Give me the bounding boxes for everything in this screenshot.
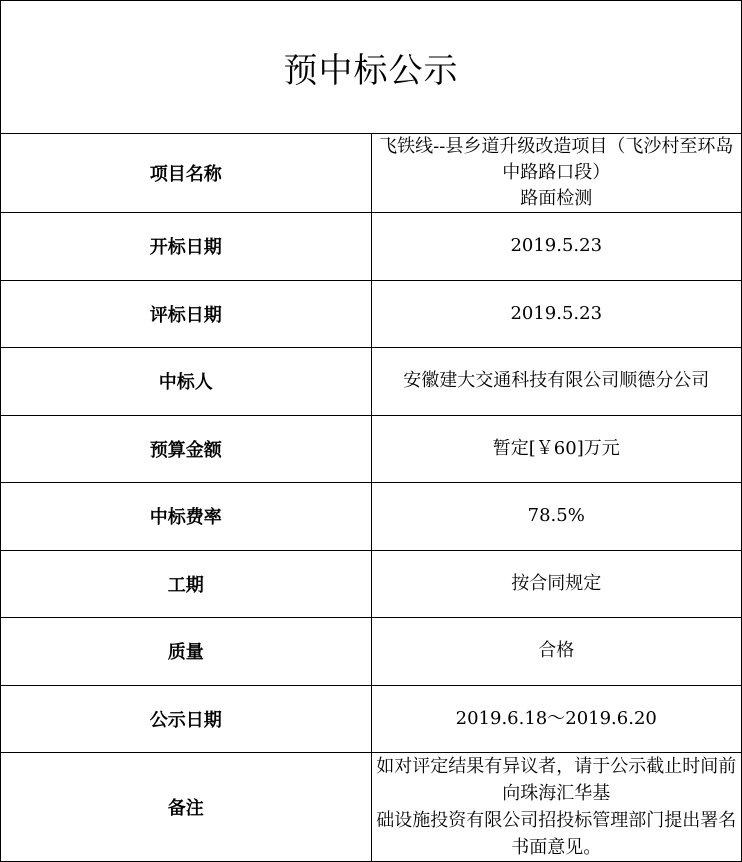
project-name-label: 项目名称 <box>1 134 372 213</box>
table-row-budget-amount <box>1 415 742 483</box>
title-row <box>1 1 742 134</box>
bid-open-date-label: 开标日期 <box>1 213 372 281</box>
table-row-winning-bidder <box>1 348 742 416</box>
winning-bidder-value: 安徽建大交通科技有限公司顺德分公司 <box>371 348 742 416</box>
remarks-label: 备注 <box>1 753 372 862</box>
publicity-date-label: 公示日期 <box>1 685 372 753</box>
project-name-line-2: 路面检测 <box>520 188 593 209</box>
table-row-publicity-date <box>1 685 742 753</box>
budget-amount-label: 预算金额 <box>1 415 372 483</box>
bid-open-date-value: 2019.5.23 <box>371 213 742 281</box>
bid-fee-rate-value: 78.5% <box>371 483 742 551</box>
quality-value: 合格 <box>371 618 742 686</box>
page-title: 预中标公示 <box>1 1 742 134</box>
table-row-remarks <box>1 753 742 862</box>
table-row-evaluation-date <box>1 280 742 348</box>
remarks-line-1: 如对评定结果有异议者，请于公示截止时间前向珠海汇华基 <box>376 756 737 804</box>
quality-label: 质量 <box>1 618 372 686</box>
evaluation-date-label: 评标日期 <box>1 280 372 348</box>
evaluation-date-value: 2019.5.23 <box>371 280 742 348</box>
construction-period-label: 工期 <box>1 550 372 618</box>
publicity-date-value: 2019.6.18～2019.6.20 <box>371 685 742 753</box>
project-name-value <box>371 134 742 213</box>
table-row-project-name <box>1 134 742 213</box>
table-row-bid-open-date <box>1 213 742 281</box>
bid-fee-rate-label: 中标费率 <box>1 483 372 551</box>
remarks-line-2: 础设施投资有限公司招投标管理部门提出署名书面意见。 <box>376 810 737 858</box>
remarks-value <box>371 753 742 862</box>
table-row-bid-fee-rate <box>1 483 742 551</box>
construction-period-value: 按合同规定 <box>371 550 742 618</box>
project-name-line-1: 飞铁线--县乡道升级改造项目（飞沙村至环岛中路路口段） <box>379 136 734 183</box>
table-row-quality <box>1 618 742 686</box>
table-row-construction-period <box>1 550 742 618</box>
winning-bidder-label: 中标人 <box>1 348 372 416</box>
budget-amount-value: 暂定[￥60]万元 <box>371 415 742 483</box>
